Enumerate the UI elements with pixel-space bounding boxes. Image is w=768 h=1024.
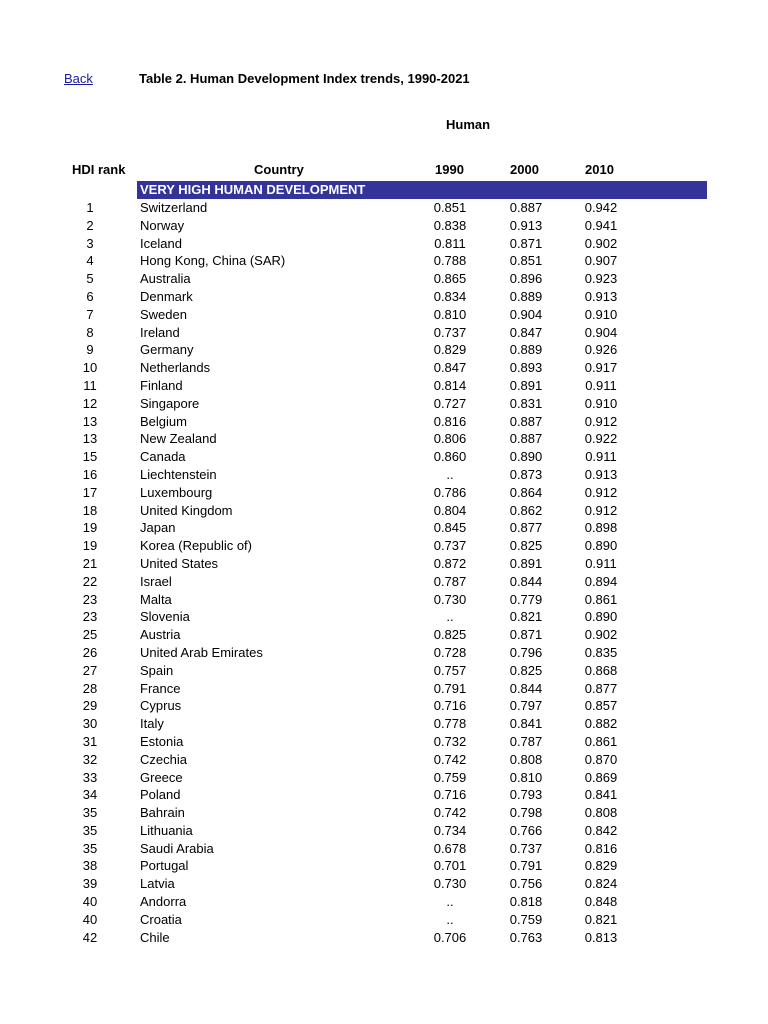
value-2000-cell: 0.825: [509, 662, 543, 678]
value-1990-cell: 0.814: [433, 377, 467, 393]
table-row: [0, 786, 768, 804]
table-row: [0, 626, 768, 644]
value-2010-cell: 0.902: [584, 235, 618, 251]
country-cell: Canada: [140, 449, 186, 465]
country-cell: Netherlands: [140, 360, 211, 376]
country-cell: Malta: [140, 591, 172, 607]
column-header-country: Country: [254, 162, 304, 177]
table-row: [0, 804, 768, 822]
rank-cell: 40: [82, 911, 98, 927]
value-2000-cell: 0.887: [509, 431, 543, 447]
value-2010-cell: 0.861: [584, 733, 618, 749]
column-header-2010: 2010: [585, 162, 614, 177]
rank-cell: 4: [86, 253, 94, 269]
table-row: [0, 875, 768, 893]
value-2010-cell: 0.922: [584, 431, 618, 447]
rank-cell: 13: [82, 413, 98, 429]
value-2000-cell: 0.737: [509, 840, 543, 856]
country-cell: Chile: [140, 929, 170, 945]
value-2000-cell: 0.904: [509, 306, 543, 322]
table-row: [0, 733, 768, 751]
rank-cell: 16: [82, 466, 98, 482]
value-1990-cell: 0.730: [433, 591, 467, 607]
value-2000-cell: 0.841: [509, 716, 543, 732]
value-2000-cell: 0.844: [509, 573, 543, 589]
rank-cell: 6: [86, 288, 94, 304]
rank-cell: 12: [82, 395, 98, 411]
value-1990-cell: 0.716: [433, 787, 467, 803]
section-band: [137, 181, 707, 199]
rank-cell: 35: [82, 805, 98, 821]
value-1990-cell: 0.872: [433, 555, 467, 571]
country-cell: Poland: [140, 787, 181, 803]
value-2000-cell: 0.763: [509, 929, 543, 945]
table-row: [0, 359, 768, 377]
value-1990-cell: 0.838: [433, 217, 467, 233]
country-cell: Israel: [140, 573, 172, 589]
value-2010-cell: 0.835: [584, 644, 618, 660]
value-1990-cell: 0.727: [433, 395, 467, 411]
value-2010-cell: 0.869: [584, 769, 618, 785]
value-2010-cell: 0.857: [584, 698, 618, 714]
value-2000-cell: 0.871: [509, 627, 543, 643]
country-cell: Sweden: [140, 306, 187, 322]
rank-cell: 28: [82, 680, 98, 696]
table-row: [0, 502, 768, 520]
value-2000-cell: 0.871: [509, 235, 543, 251]
country-cell: Slovenia: [140, 609, 190, 625]
table-row: [0, 217, 768, 235]
back-link[interactable]: Back: [64, 71, 93, 86]
value-2000-cell: 0.889: [509, 288, 543, 304]
value-1990-cell: 0.701: [433, 858, 467, 874]
value-2000-cell: 0.821: [509, 609, 543, 625]
table-row: [0, 341, 768, 359]
value-2010-cell: 0.894: [584, 573, 618, 589]
value-2010-cell: 0.882: [584, 716, 618, 732]
value-1990-cell: ..: [446, 609, 454, 625]
value-2000-cell: 0.891: [509, 555, 543, 571]
rank-cell: 18: [82, 502, 98, 518]
rank-cell: 27: [82, 662, 98, 678]
value-2000-cell: 0.890: [509, 449, 543, 465]
value-2000-cell: 0.798: [509, 805, 543, 821]
value-2010-cell: 0.861: [584, 591, 618, 607]
rank-cell: 34: [82, 787, 98, 803]
rank-cell: 35: [82, 840, 98, 856]
country-cell: Andorra: [140, 894, 187, 910]
value-2000-cell: 0.889: [509, 342, 543, 358]
value-2010-cell: 0.842: [584, 822, 618, 838]
value-1990-cell: 0.706: [433, 929, 467, 945]
table-row: [0, 519, 768, 537]
rank-cell: 2: [86, 217, 94, 233]
table-row: [0, 288, 768, 306]
rank-cell: 10: [82, 360, 98, 376]
value-2010-cell: 0.868: [584, 662, 618, 678]
value-2000-cell: 0.891: [509, 377, 543, 393]
value-1990-cell: 0.734: [433, 822, 467, 838]
value-1990-cell: ..: [446, 466, 454, 482]
country-cell: Switzerland: [140, 200, 208, 215]
rank-cell: 32: [82, 751, 98, 767]
value-2010-cell: 0.841: [584, 787, 618, 803]
value-1990-cell: 0.865: [433, 271, 467, 287]
value-2010-cell: 0.941: [584, 217, 618, 233]
value-2000-cell: 0.896: [509, 271, 543, 287]
rank-cell: 29: [82, 698, 98, 714]
value-2000-cell: 0.808: [509, 751, 543, 767]
rank-cell: 30: [82, 716, 98, 732]
table-row: [0, 822, 768, 840]
value-2000-cell: 0.787: [509, 733, 543, 749]
country-cell: Singapore: [140, 395, 200, 411]
country-cell: Finland: [140, 377, 183, 393]
value-1990-cell: 0.730: [433, 876, 467, 892]
value-2010-cell: 0.907: [584, 253, 618, 269]
country-cell: Belgium: [140, 413, 187, 429]
country-cell: Cyprus: [140, 698, 182, 714]
table-row: [0, 608, 768, 626]
value-2000-cell: 0.873: [509, 466, 543, 482]
table-row: [0, 644, 768, 662]
value-2010-cell: 0.942: [584, 200, 618, 215]
rank-cell: 3: [86, 235, 94, 251]
table-row: [0, 769, 768, 787]
value-2000-cell: 0.797: [509, 698, 543, 714]
table-row: [0, 537, 768, 555]
table-row: [0, 306, 768, 324]
country-cell: Czechia: [140, 751, 187, 767]
rank-cell: 19: [82, 538, 98, 554]
value-2000-cell: 0.831: [509, 395, 543, 411]
country-cell: Norway: [140, 217, 185, 233]
rank-cell: 38: [82, 858, 98, 874]
table-row: [0, 929, 768, 947]
table-body: [0, 199, 768, 946]
country-cell: Croatia: [140, 911, 182, 927]
value-2000-cell: 0.759: [509, 911, 543, 927]
value-1990-cell: 0.678: [433, 840, 467, 856]
value-1990-cell: 0.742: [433, 805, 467, 821]
value-1990-cell: 0.786: [433, 484, 467, 500]
value-2010-cell: 0.911: [585, 555, 617, 571]
rank-cell: 35: [82, 822, 98, 838]
rank-cell: 25: [82, 627, 98, 643]
table-title: Table 2. Human Development Index trends, 1990-2021: [139, 71, 470, 86]
table-row: [0, 591, 768, 609]
table-row: [0, 857, 768, 875]
section-label: VERY HIGH HUMAN DEVELOPMENT: [140, 182, 366, 197]
value-1990-cell: 0.834: [433, 288, 467, 304]
column-header-hdi-rank: HDI rank: [72, 162, 126, 177]
value-1990-cell: 0.759: [433, 769, 467, 785]
table-row: [0, 697, 768, 715]
value-2010-cell: 0.816: [584, 840, 618, 856]
rank-cell: 17: [82, 484, 98, 500]
table-row: [0, 751, 768, 769]
rank-cell: 11: [83, 377, 97, 393]
value-2010-cell: 0.848: [584, 894, 618, 910]
value-2000-cell: 0.893: [509, 360, 543, 376]
value-1990-cell: 0.737: [433, 324, 467, 340]
clipped-heading: Human: [446, 117, 491, 132]
value-2000-cell: 0.851: [509, 253, 543, 269]
value-1990-cell: 0.732: [433, 733, 467, 749]
rank-cell: 23: [82, 591, 98, 607]
value-2010-cell: 0.912: [584, 484, 618, 500]
value-1990-cell: 0.825: [433, 627, 467, 643]
value-2000-cell: 0.756: [509, 876, 543, 892]
value-1990-cell: 0.847: [433, 360, 467, 376]
column-header-2000: 2000: [510, 162, 539, 177]
country-cell: Austria: [140, 627, 181, 643]
rank-cell: 23: [82, 609, 98, 625]
country-cell: Portugal: [140, 858, 189, 874]
value-1990-cell: 0.737: [433, 538, 467, 554]
value-2010-cell: 0.911: [585, 377, 617, 393]
table-row: [0, 573, 768, 591]
table-row: [0, 270, 768, 288]
country-cell: Luxembourg: [140, 484, 213, 500]
value-2010-cell: 0.829: [584, 858, 618, 874]
country-cell: Ireland: [140, 324, 180, 340]
table-row: [0, 484, 768, 502]
rank-cell: 19: [82, 520, 98, 536]
value-2010-cell: 0.808: [584, 805, 618, 821]
value-2010-cell: 0.912: [584, 413, 618, 429]
value-1990-cell: 0.829: [433, 342, 467, 358]
value-2010-cell: 0.877: [584, 680, 618, 696]
rank-cell: 40: [82, 894, 98, 910]
value-1990-cell: 0.791: [433, 680, 467, 696]
country-cell: Lithuania: [140, 822, 193, 838]
country-cell: Denmark: [140, 288, 193, 304]
value-1990-cell: 0.716: [433, 698, 467, 714]
table-row: [0, 377, 768, 395]
value-2010-cell: 0.923: [584, 271, 618, 287]
value-2010-cell: 0.912: [584, 502, 618, 518]
country-cell: Greece: [140, 769, 183, 785]
table-row: [0, 252, 768, 270]
value-1990-cell: ..: [446, 911, 454, 927]
value-2000-cell: 0.862: [509, 502, 543, 518]
value-2010-cell: 0.911: [585, 449, 617, 465]
value-2010-cell: 0.821: [584, 911, 618, 927]
country-cell: United Kingdom: [140, 502, 233, 518]
rank-cell: 5: [86, 271, 94, 287]
country-cell: Germany: [140, 342, 194, 358]
value-1990-cell: 0.860: [433, 449, 467, 465]
country-cell: Iceland: [140, 235, 182, 251]
table-row: [0, 235, 768, 253]
value-2000-cell: 0.810: [509, 769, 543, 785]
value-1990-cell: 0.806: [433, 431, 467, 447]
country-cell: Japan: [140, 520, 176, 536]
value-2000-cell: 0.791: [509, 858, 543, 874]
value-2000-cell: 0.864: [509, 484, 543, 500]
value-1990-cell: 0.778: [433, 716, 467, 732]
value-2000-cell: 0.796: [509, 644, 543, 660]
value-1990-cell: 0.816: [433, 413, 467, 429]
value-1990-cell: 0.757: [433, 662, 467, 678]
country-cell: United States: [140, 555, 219, 571]
rank-cell: 1: [86, 200, 94, 215]
rank-cell: 33: [82, 769, 98, 785]
country-cell: Bahrain: [140, 805, 185, 821]
country-cell: Liechtenstein: [140, 466, 217, 482]
value-1990-cell: 0.851: [433, 200, 467, 215]
value-2010-cell: 0.813: [584, 929, 618, 945]
value-2000-cell: 0.844: [509, 680, 543, 696]
value-2000-cell: 0.913: [509, 217, 543, 233]
value-2010-cell: 0.890: [584, 538, 618, 554]
value-2010-cell: 0.904: [584, 324, 618, 340]
value-2010-cell: 0.926: [584, 342, 618, 358]
value-1990-cell: 0.845: [433, 520, 467, 536]
value-2010-cell: 0.890: [584, 609, 618, 625]
value-2010-cell: 0.910: [584, 306, 618, 322]
rank-cell: 42: [82, 929, 98, 945]
value-2010-cell: 0.910: [584, 395, 618, 411]
value-1990-cell: 0.788: [433, 253, 467, 269]
value-2010-cell: 0.913: [584, 466, 618, 482]
value-2000-cell: 0.847: [509, 324, 543, 340]
table-row: [0, 911, 768, 929]
rank-cell: 8: [86, 324, 94, 340]
rank-cell: 39: [82, 876, 98, 892]
rank-cell: 7: [86, 306, 94, 322]
value-2000-cell: 0.793: [509, 787, 543, 803]
rank-cell: 13: [82, 431, 98, 447]
value-2000-cell: 0.877: [509, 520, 543, 536]
country-cell: Latvia: [140, 876, 175, 892]
table-row: [0, 199, 768, 217]
country-cell: Korea (Republic of): [140, 538, 252, 554]
table-row: [0, 680, 768, 698]
rank-cell: 22: [82, 573, 98, 589]
value-1990-cell: 0.811: [434, 235, 466, 251]
value-2000-cell: 0.887: [509, 200, 543, 215]
table-row: [0, 840, 768, 858]
table-row: [0, 324, 768, 342]
country-cell: Saudi Arabia: [140, 840, 214, 856]
value-2000-cell: 0.766: [509, 822, 543, 838]
country-cell: Spain: [140, 662, 174, 678]
rank-cell: 9: [86, 342, 94, 358]
table-row: [0, 555, 768, 573]
rank-cell: 26: [82, 644, 98, 660]
table-row: [0, 466, 768, 484]
value-2000-cell: 0.818: [509, 894, 543, 910]
rank-cell: 21: [82, 555, 98, 571]
value-1990-cell: 0.728: [433, 644, 467, 660]
country-cell: Estonia: [140, 733, 184, 749]
table-row: [0, 662, 768, 680]
value-2000-cell: 0.825: [509, 538, 543, 554]
table-row: [0, 893, 768, 911]
value-1990-cell: 0.742: [433, 751, 467, 767]
value-2000-cell: 0.887: [509, 413, 543, 429]
value-2000-cell: 0.779: [509, 591, 543, 607]
value-2010-cell: 0.870: [584, 751, 618, 767]
table-row: [0, 430, 768, 448]
clipped-heading-container: [446, 116, 646, 136]
column-header-1990: 1990: [435, 162, 464, 177]
table-row: [0, 413, 768, 431]
table-row: [0, 715, 768, 733]
value-2010-cell: 0.898: [584, 520, 618, 536]
rank-cell: 31: [82, 733, 98, 749]
table-row: [0, 395, 768, 413]
country-cell: Australia: [140, 271, 191, 287]
country-cell: United Arab Emirates: [140, 644, 263, 660]
value-1990-cell: 0.804: [433, 502, 467, 518]
country-cell: Hong Kong, China (SAR): [140, 253, 286, 269]
value-2010-cell: 0.824: [584, 876, 618, 892]
country-cell: France: [140, 680, 181, 696]
value-2010-cell: 0.902: [584, 627, 618, 643]
value-1990-cell: 0.787: [433, 573, 467, 589]
value-2010-cell: 0.913: [584, 288, 618, 304]
table-row: [0, 448, 768, 466]
rank-cell: 15: [82, 449, 98, 465]
country-cell: Italy: [140, 716, 164, 732]
country-cell: New Zealand: [140, 431, 217, 447]
value-1990-cell: 0.810: [433, 306, 467, 322]
value-2010-cell: 0.917: [584, 360, 618, 376]
value-1990-cell: ..: [446, 894, 454, 910]
